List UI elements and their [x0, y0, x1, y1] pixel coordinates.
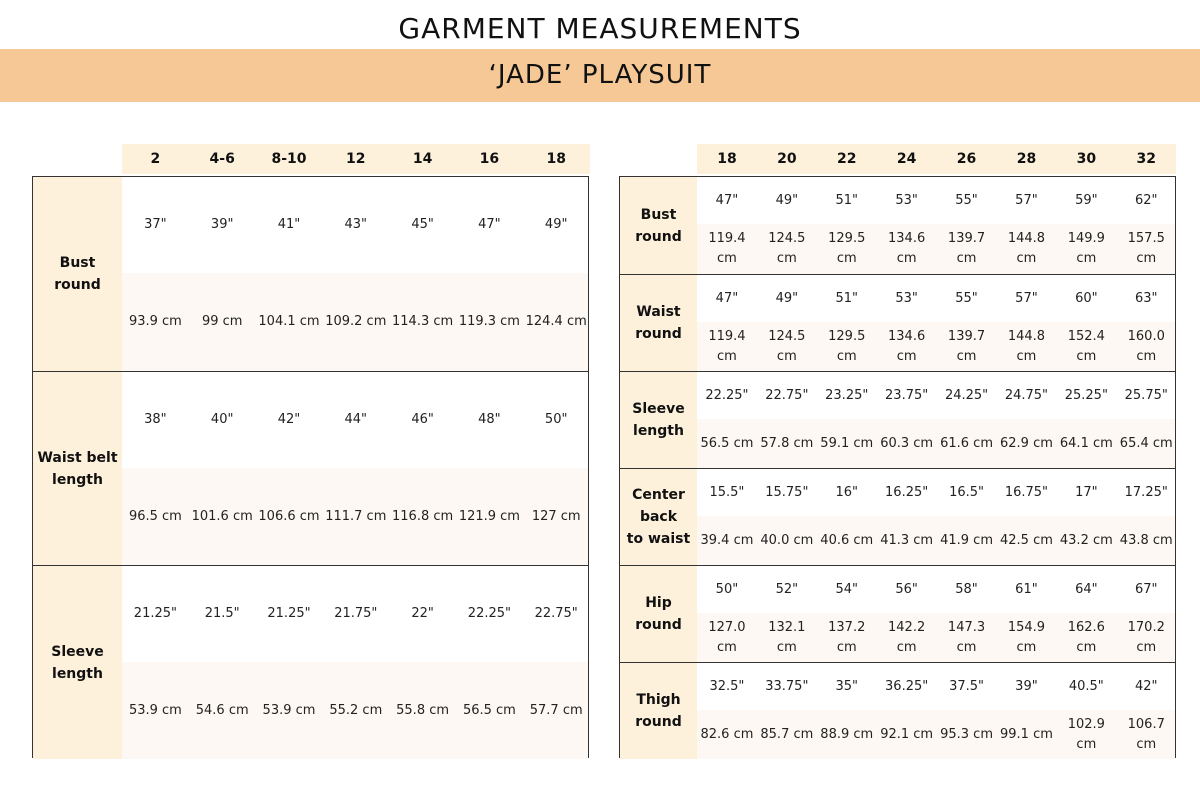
- cm-value-cell: 93.9 cm: [128, 314, 182, 329]
- cm-value-cell: 139.7 cm: [947, 231, 986, 266]
- inch-value-cell: 39": [210, 217, 234, 232]
- page-title: GARMENT MEASUREMENTS: [398, 12, 802, 45]
- measurement-label-line: length: [52, 471, 103, 488]
- cm-row: [697, 419, 1175, 468]
- measurement-label-line: Bust: [640, 206, 677, 223]
- inch-value-cell: 23.25": [825, 387, 869, 403]
- inch-value-cell: 55": [955, 192, 978, 208]
- cm-value-cell: 132.1 cm: [768, 619, 806, 655]
- inch-value-cell: 64": [1075, 581, 1098, 597]
- right-measurement-table: [619, 176, 1176, 758]
- cm-value-cell: 119.3 cm: [458, 314, 520, 329]
- inch-value-cell: 16": [835, 484, 858, 500]
- measurement-group: [620, 177, 1175, 274]
- inch-value-cell: 15.5": [709, 484, 745, 500]
- inch-value-cell: 33.75": [765, 678, 809, 694]
- size-header-cell: 26: [956, 151, 977, 167]
- cm-value-cell: 57.7 cm: [529, 702, 583, 718]
- cm-value-cell: 119.4 cm: [708, 328, 746, 364]
- inch-value-cell: 21.75": [334, 606, 378, 621]
- inch-value-cell: 17.25": [1124, 484, 1168, 500]
- cm-value-cell: 55.8 cm: [396, 702, 450, 718]
- inch-value-cell: 38": [144, 412, 167, 427]
- inch-value-cell: 24.75": [1004, 387, 1049, 403]
- cm-value-cell: 59.1 cm: [820, 435, 874, 451]
- inches-row: [122, 177, 588, 273]
- left-measurement-table: [32, 176, 589, 758]
- measurement-label: [620, 177, 697, 274]
- measurement-label-line: Waist belt: [37, 449, 118, 466]
- inch-value-cell: 39": [1015, 678, 1038, 694]
- measurement-label: [620, 372, 697, 468]
- measurement-label: [620, 275, 697, 371]
- inch-value-cell: 42": [277, 412, 301, 427]
- inches-row: [697, 469, 1175, 516]
- cm-value-cell: 119.4 cm: [708, 231, 746, 266]
- cm-value-cell: 106.7 cm: [1127, 716, 1165, 752]
- inch-value-cell: 41": [277, 217, 301, 232]
- size-header-cell: 18: [546, 151, 566, 167]
- inch-value-cell: 40.5": [1068, 678, 1104, 694]
- size-header-cell: 4-6: [209, 151, 235, 167]
- cm-value-cell: 99.1 cm: [1000, 726, 1053, 742]
- cm-value-cell: 162.6 cm: [1067, 619, 1105, 655]
- cm-value-cell: 57.8 cm: [760, 435, 814, 451]
- inch-value-cell: 62": [1134, 192, 1158, 208]
- measurement-group: [620, 468, 1175, 565]
- inch-value-cell: 61": [1015, 581, 1038, 597]
- measurement-group: [620, 565, 1175, 662]
- measurement-label-line: round: [635, 326, 682, 342]
- cm-value-cell: 137.2 cm: [828, 619, 866, 655]
- measurement-label-line: Center: [632, 487, 685, 503]
- cm-value-cell: 102.9 cm: [1067, 716, 1105, 752]
- inch-value-cell: 55": [955, 290, 978, 306]
- inches-row: [697, 663, 1175, 710]
- cm-value-cell: 85.7 cm: [760, 726, 814, 742]
- cm-value-cell: 56.5 cm: [462, 702, 516, 718]
- inch-value-cell: 40": [210, 412, 234, 427]
- cm-value-cell: 62.9 cm: [1000, 435, 1053, 451]
- inch-value-cell: 51": [835, 192, 858, 208]
- inch-value-cell: 51": [835, 290, 858, 306]
- cm-value-cell: 104.1 cm: [258, 314, 320, 329]
- cm-value-cell: 96.5 cm: [128, 508, 182, 524]
- inch-value-cell: 44": [344, 412, 368, 427]
- cm-value-cell: 127.0 cm: [708, 619, 746, 655]
- measurement-label-line: Thigh: [636, 692, 681, 708]
- inch-value-cell: 16.75": [1004, 484, 1049, 500]
- measurement-label-line: round: [635, 617, 682, 633]
- size-header-cell: 22: [837, 151, 857, 167]
- inch-value-cell: 21.25": [133, 606, 177, 621]
- inch-value-cell: 21.5": [204, 606, 240, 621]
- cm-value-cell: 99 cm: [201, 314, 243, 329]
- size-header-cell: 28: [1016, 151, 1037, 167]
- inch-value-cell: 37.5": [949, 678, 984, 694]
- measurement-label-line: Hip: [645, 595, 672, 611]
- inch-value-cell: 37": [144, 217, 167, 232]
- measurement-label-line: Sleeve: [51, 643, 104, 660]
- cm-value-cell: 144.8 cm: [1007, 231, 1046, 266]
- size-header-cell: 32: [1136, 151, 1156, 167]
- size-header-cell: 20: [777, 151, 797, 167]
- measurement-group: [620, 662, 1175, 759]
- cm-value-cell: 65.4 cm: [1119, 435, 1173, 451]
- measurement-label: [33, 372, 122, 565]
- cm-value-cell: 111.7 cm: [325, 508, 387, 524]
- size-header-cell: 2: [150, 151, 161, 167]
- cm-value-cell: 106.6 cm: [258, 508, 320, 524]
- inch-value-cell: 49": [775, 290, 799, 306]
- inch-value-cell: 36.25": [885, 678, 929, 694]
- inch-value-cell: 54": [835, 581, 858, 597]
- cm-value-cell: 88.9 cm: [820, 726, 874, 742]
- measurement-label: [620, 566, 697, 662]
- size-header-cell: 8-10: [271, 151, 307, 167]
- cm-row: [697, 710, 1175, 759]
- inch-value-cell: 63": [1134, 290, 1158, 306]
- cm-value-cell: 101.6 cm: [191, 508, 253, 524]
- cm-value-cell: 129.5 cm: [828, 231, 866, 266]
- inch-value-cell: 22.75": [534, 606, 578, 621]
- cm-value-cell: 134.6 cm: [888, 328, 926, 364]
- inches-row: [697, 566, 1175, 613]
- cm-value-cell: 152.4 cm: [1067, 328, 1105, 364]
- inch-value-cell: 56": [895, 581, 918, 597]
- measurement-group: [620, 371, 1175, 468]
- inches-row: [122, 566, 588, 662]
- inch-value-cell: 25.75": [1124, 387, 1168, 403]
- size-header-cell: 30: [1076, 151, 1097, 167]
- size-header-cell: 14: [412, 151, 433, 167]
- cm-value-cell: 142.2 cm: [888, 619, 926, 655]
- cm-value-cell: 147.3 cm: [947, 619, 986, 655]
- measurement-label: [620, 663, 697, 759]
- cm-value-cell: 64.1 cm: [1059, 435, 1113, 451]
- measurement-label-line: Sleeve: [632, 401, 685, 417]
- inch-value-cell: 53": [895, 192, 918, 208]
- inch-value-cell: 49": [775, 192, 799, 208]
- measurement-group: [33, 371, 588, 565]
- cm-value-cell: 43.8 cm: [1119, 532, 1173, 548]
- inches-row: [122, 372, 588, 468]
- inch-value-cell: 53": [895, 290, 918, 306]
- cm-row: [697, 322, 1175, 371]
- cm-value-cell: 124.4 cm: [525, 314, 587, 329]
- cm-value-cell: 53.9 cm: [128, 702, 182, 718]
- cm-value-cell: 144.8 cm: [1007, 328, 1046, 364]
- inch-value-cell: 60": [1075, 290, 1098, 306]
- size-header-cell: 24: [896, 151, 917, 167]
- cm-value-cell: 43.2 cm: [1059, 532, 1113, 548]
- inch-value-cell: 52": [775, 581, 799, 597]
- inch-value-cell: 50": [544, 412, 568, 427]
- cm-row: [697, 224, 1175, 274]
- cm-row: [697, 613, 1175, 662]
- cm-value-cell: 82.6 cm: [700, 726, 754, 742]
- measurement-label: [33, 566, 122, 759]
- inch-value-cell: 16.5": [949, 484, 984, 500]
- cm-row: [122, 662, 588, 759]
- inch-value-cell: 32.5": [709, 678, 745, 694]
- size-header-cell: 12: [346, 151, 366, 167]
- inch-value-cell: 59": [1075, 192, 1098, 208]
- measurement-label-line: Waist: [636, 304, 681, 320]
- inches-row: [697, 177, 1175, 224]
- measurement-group: [33, 565, 588, 759]
- inch-value-cell: 23.75": [885, 387, 929, 403]
- cm-value-cell: 42.5 cm: [1000, 532, 1053, 548]
- cm-value-cell: 92.1 cm: [880, 726, 934, 742]
- measurement-label: [620, 469, 697, 565]
- cm-value-cell: 124.5 cm: [768, 328, 806, 364]
- inch-value-cell: 22.25": [467, 606, 511, 621]
- right-size-header-row: [697, 144, 1176, 174]
- cm-value-cell: 40.0 cm: [760, 532, 814, 548]
- cm-value-cell: 56.5 cm: [700, 435, 754, 451]
- cm-value-cell: 60.3 cm: [880, 435, 934, 451]
- cm-value-cell: 154.9 cm: [1007, 619, 1046, 655]
- measurement-label-line: length: [52, 665, 103, 682]
- cm-value-cell: 139.7 cm: [947, 328, 986, 364]
- cm-row: [122, 273, 588, 371]
- inch-value-cell: 42": [1134, 678, 1158, 694]
- cm-value-cell: 41.3 cm: [880, 532, 934, 548]
- measurement-label-line: round: [54, 277, 101, 293]
- measurement-label-line: round: [635, 228, 682, 245]
- inch-value-cell: 46": [411, 412, 434, 427]
- inch-value-cell: 22.25": [705, 387, 749, 403]
- cm-value-cell: 129.5 cm: [828, 328, 866, 364]
- inch-value-cell: 57": [1015, 192, 1038, 208]
- measurement-group: [620, 274, 1175, 371]
- measurement-label-line: Bust: [59, 255, 96, 271]
- cm-value-cell: 160.0 cm: [1127, 328, 1165, 364]
- product-title: ‘JADE’ PLAYSUIT: [488, 60, 712, 90]
- inch-value-cell: 21.25": [267, 606, 311, 621]
- inch-value-cell: 58": [955, 581, 978, 597]
- cm-value-cell: 127 cm: [531, 508, 581, 524]
- inch-value-cell: 45": [411, 217, 434, 232]
- inch-value-cell: 43": [344, 217, 368, 232]
- inch-value-cell: 22": [411, 606, 434, 621]
- cm-row: [697, 516, 1175, 565]
- cm-value-cell: 109.2 cm: [325, 314, 387, 329]
- inch-value-cell: 47": [715, 290, 739, 306]
- measurement-label-line: back: [639, 509, 678, 525]
- cm-row: [122, 468, 588, 565]
- cm-value-cell: 55.2 cm: [329, 702, 383, 718]
- inch-value-cell: 47": [715, 192, 739, 208]
- inch-value-cell: 22.75": [765, 387, 809, 403]
- cm-value-cell: 157.5 cm: [1127, 231, 1165, 266]
- measurement-label-line: length: [633, 423, 684, 439]
- cm-value-cell: 40.6 cm: [820, 532, 874, 548]
- cm-value-cell: 170.2 cm: [1127, 619, 1165, 655]
- inches-row: [697, 372, 1175, 419]
- cm-value-cell: 114.3 cm: [392, 314, 454, 329]
- inch-value-cell: 47": [478, 217, 501, 232]
- measurement-label-line: to waist: [626, 531, 691, 547]
- inch-value-cell: 17": [1075, 484, 1098, 500]
- inches-row: [697, 275, 1175, 322]
- inch-value-cell: 48": [478, 412, 501, 427]
- size-header-cell: 16: [479, 151, 500, 167]
- inch-value-cell: 49": [544, 217, 568, 232]
- inch-value-cell: 24.25": [944, 387, 989, 403]
- measurement-group: [33, 177, 588, 371]
- cm-value-cell: 116.8 cm: [392, 508, 454, 524]
- cm-value-cell: 61.6 cm: [940, 435, 993, 451]
- cm-value-cell: 124.5 cm: [768, 231, 806, 266]
- measurement-label-line: round: [635, 714, 682, 730]
- inch-value-cell: 25.25": [1064, 387, 1108, 403]
- cm-value-cell: 39.4 cm: [700, 532, 754, 548]
- cm-value-cell: 121.9 cm: [458, 508, 520, 524]
- measurement-label: [33, 177, 122, 371]
- cm-value-cell: 95.3 cm: [940, 726, 993, 742]
- size-header-cell: 18: [717, 151, 737, 167]
- cm-value-cell: 149.9 cm: [1067, 231, 1105, 266]
- inch-value-cell: 16.25": [885, 484, 929, 500]
- cm-value-cell: 54.6 cm: [195, 702, 249, 718]
- product-title-band: [0, 49, 1200, 102]
- cm-value-cell: 134.6 cm: [888, 231, 926, 266]
- inch-value-cell: 57": [1015, 290, 1038, 306]
- cm-value-cell: 53.9 cm: [262, 702, 316, 718]
- inch-value-cell: 50": [715, 581, 739, 597]
- inch-value-cell: 35": [835, 678, 858, 694]
- left-size-header-row: [122, 144, 590, 174]
- cm-value-cell: 41.9 cm: [940, 532, 993, 548]
- inch-value-cell: 15.75": [765, 484, 809, 500]
- inch-value-cell: 67": [1134, 581, 1158, 597]
